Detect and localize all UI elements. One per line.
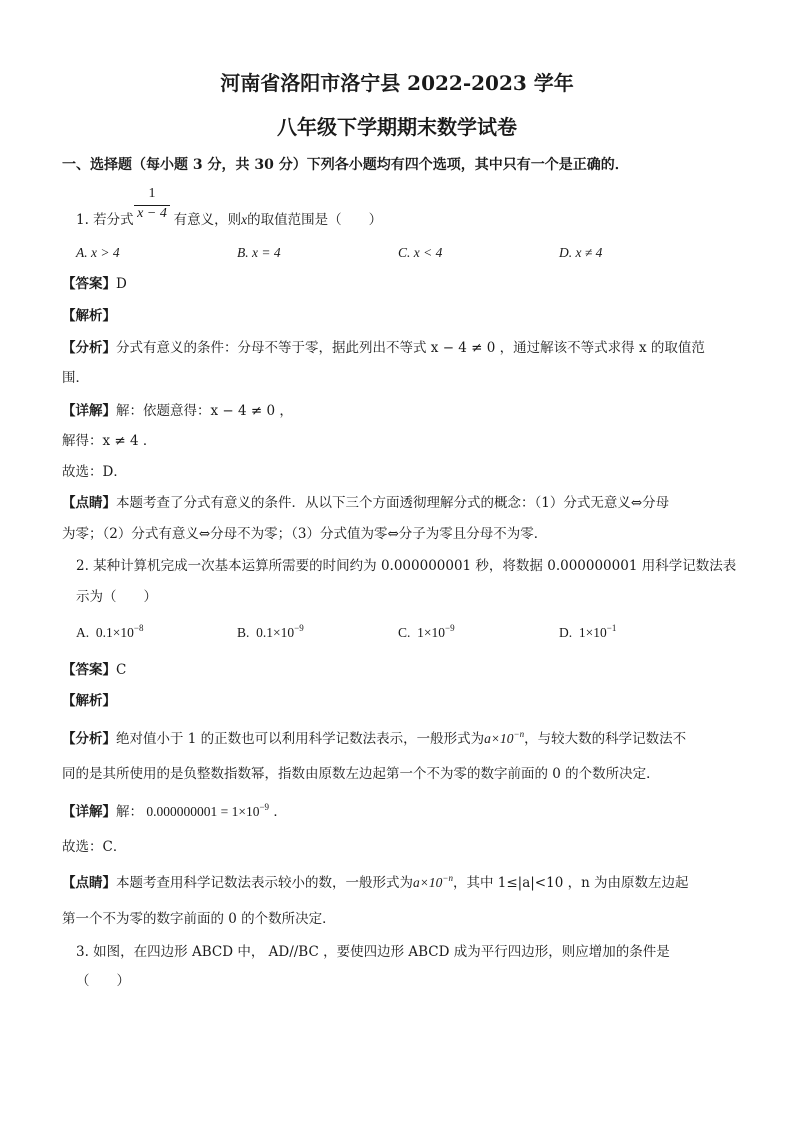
q2-answer: [62, 661, 126, 679]
section-heading: 一、选择题（每小题 3 分，共 30 分）下列各小题均有四个选项，其中只有一个是正确的．: [62, 157, 629, 173]
q2-dianjing-text-a: 本题考查用科学记数法表示较小的数，一般形式为: [116, 875, 413, 891]
q1-jiede: 解得：x ≠ 4 ．: [62, 433, 157, 449]
q1-dianjing-line-2: 为零；（2）分式有意义⇔分母不为零；（3）分式值为零⇔分子为零且分母不为零．: [62, 526, 548, 542]
q2-stem-line-1: 2. 某种计算机完成一次基本运算所需要的时间约为 0.000000001 秒，将数据 0.000000001 用科学记数法表: [76, 558, 737, 574]
q2-answer-tag: 【答案】: [62, 662, 116, 678]
q1-analysis-tag: 【解析】: [62, 308, 116, 324]
q2-xiangjie-exp: −9: [259, 802, 270, 812]
q2-xiangjie: [62, 803, 287, 821]
q1-xiangjie: [62, 402, 293, 420]
q1-option-c: C. x < 4: [398, 245, 443, 260]
q1-option-b: B. x = 4: [237, 245, 281, 260]
q1-xiangjie-text: 解：依题意得：x − 4 ≠ 0 ，: [116, 403, 293, 419]
q2-fenxi-math: a×10: [484, 731, 514, 746]
q1-xiangjie-tag: 【详解】: [62, 403, 116, 419]
q2-option-d-exp: −1: [606, 623, 617, 633]
q2-fenxi-text-b: ，与较大数的科学记数法不: [524, 731, 687, 747]
title-line-1: 河南省洛阳市洛宁县 2022-2023 学年: [220, 71, 574, 95]
q2-dianjing-line-1: [62, 874, 689, 892]
q3-stem-line-2: （ ）: [76, 973, 130, 989]
q1-stem-suffix-a: 有意义，则: [173, 212, 242, 228]
q3-stem-line-1: 3. 如图，在四边形 ABCD 中， AD//BC ，要使四边形 ABCD 成为平行四边形，则应增加的条件是: [76, 944, 670, 960]
q2-option-c-base: 1×10: [417, 625, 446, 640]
q2-option-a: [76, 624, 143, 642]
q2-dianjing-math: a×10: [413, 875, 443, 890]
title-line-2: 八年级下学期期末数学试卷: [277, 115, 517, 139]
q2-dianjing-line-2: 第一个不为零的数字前面的 0 的个数所决定．: [62, 911, 336, 927]
q1-stem-suffix-b: 的取值范围是（ ）: [247, 212, 383, 228]
q1-fraction-denominator: x − 4: [137, 206, 167, 221]
q2-xiangjie-end: ．: [269, 804, 287, 820]
q2-option-a-base: 0.1×10: [95, 625, 134, 640]
q1-dianjing-tag: 【点睛】: [62, 495, 116, 511]
q2-guxuan: 故选：C．: [62, 839, 127, 855]
q2-stem-line-2: 示为（ ）: [76, 589, 157, 605]
q2-dianjing-text-b: ，其中 1≤|a|<10 ，n 为由原数左边起: [452, 875, 689, 891]
q1-option-d: D. x ≠ 4: [559, 245, 603, 260]
q1-answer-tag: 【答案】: [62, 276, 116, 292]
q2-option-d-label: D.: [559, 625, 573, 640]
q2-dianjing-tag: 【点睛】: [62, 875, 116, 891]
q2-fenxi-line-2: 同的是其所使用的是负整数指数幂，指数由原数左边起第一个不为零的数字前面的 0 的个数所决定．: [62, 766, 660, 782]
q1-answer: [62, 275, 127, 293]
q1-fenxi-text: 分式有意义的条件：分母不等于零，据此列出不等式 x − 4 ≠ 0 ，通过解该不等式求得 x 的取值范: [116, 340, 705, 356]
q2-answer-value: C: [116, 662, 127, 678]
q1-dianjing-text: 本题考查了分式有意义的条件．从以下三个方面透彻理解分式的概念：（1）分式无意义⇔分母: [116, 495, 670, 511]
q2-dianjing-exp: −n: [442, 873, 453, 883]
q1-fenxi-line-1: [62, 339, 705, 357]
q2-fenxi-line-1: [62, 730, 686, 748]
q2-option-b-base: 0.1×10: [256, 625, 295, 640]
q1-option-a: A. x > 4: [76, 245, 120, 260]
q1-fraction-numerator: 1: [148, 186, 156, 201]
q1-guxuan: 故选：D．: [62, 464, 127, 480]
q2-option-d: [559, 624, 616, 642]
q2-option-d-base: 1×10: [578, 625, 607, 640]
q2-option-a-exp: −8: [133, 623, 144, 633]
q2-fenxi-tag: 【分析】: [62, 731, 116, 747]
q2-analysis-tag: 【解析】: [62, 693, 116, 709]
q2-fenxi-exp: −n: [513, 729, 525, 739]
q2-option-c-label: C.: [398, 625, 411, 640]
q1-stem-var: x: [241, 212, 248, 227]
q1-fenxi-tag: 【分析】: [62, 340, 116, 356]
q2-fenxi-text-a: 绝对值小于 1 的正数也可以利用科学记数法表示，一般形式为: [116, 731, 485, 747]
q2-option-b-exp: −9: [294, 623, 304, 633]
q2-xiangjie-tag: 【详解】: [62, 804, 116, 820]
q2-option-c: [398, 624, 455, 642]
q1-dianjing-line-1: [62, 494, 669, 512]
q2-option-c-exp: −9: [445, 623, 455, 633]
q1-fenxi-line-2: 围．: [62, 370, 89, 386]
q1-stem: [76, 211, 382, 229]
q2-option-a-label: A.: [76, 625, 90, 640]
q2-xiangjie-text: 解： 0.000000001 = 1×10: [116, 804, 260, 819]
q1-stem-prefix: 1. 若分式: [76, 212, 134, 228]
q2-option-b: [237, 624, 304, 642]
q2-option-b-label: B.: [237, 625, 250, 640]
q1-answer-value: D: [116, 276, 127, 292]
